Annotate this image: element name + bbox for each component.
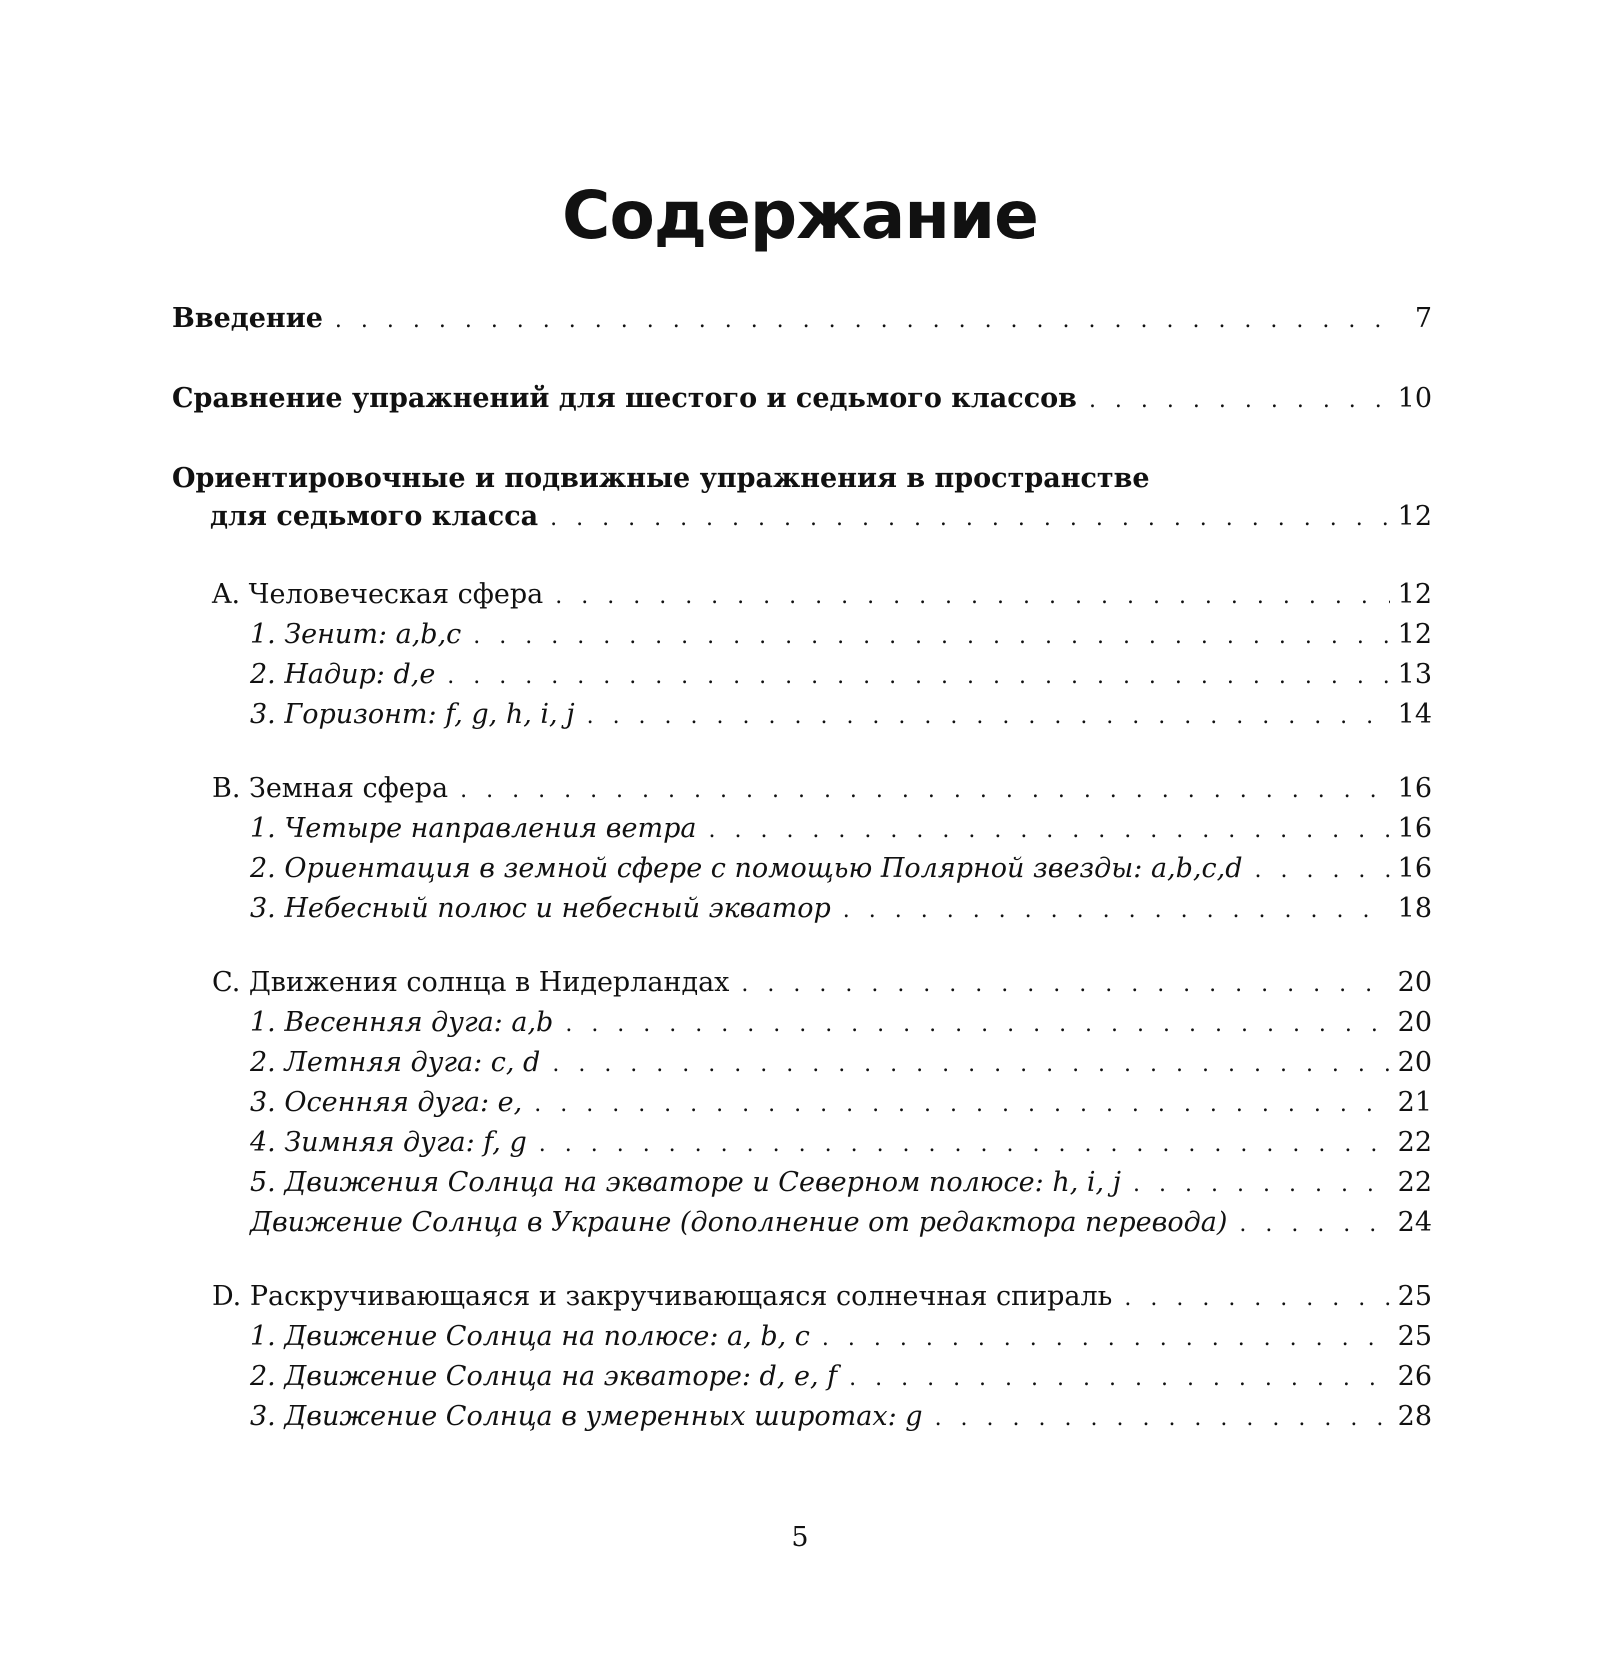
toc-item-page: 22 <box>1397 1127 1432 1158</box>
dot-leader <box>587 698 1390 736</box>
dot-leader <box>843 892 1390 930</box>
toc-item-label: 1. Движение Солнца на полюсе: a, b, c <box>250 1321 810 1352</box>
dot-leader <box>552 1046 1390 1084</box>
toc-item[interactable] <box>172 1358 1432 1398</box>
toc-section-label: A. Человеческая сфера <box>212 579 544 610</box>
toc-item-page: 16 <box>1397 813 1432 844</box>
dot-leader <box>1089 382 1390 420</box>
toc-item-page: 18 <box>1397 893 1432 924</box>
toc-item-label: 3. Небесный полюс и небесный экватор <box>250 893 831 924</box>
toc-item[interactable] <box>172 1164 1432 1204</box>
dot-leader <box>935 1400 1390 1438</box>
toc-item[interactable] <box>172 616 1432 656</box>
toc-item-label: 5. Движения Солнца на экваторе и Северном полюсе: h, i, j <box>250 1167 1122 1198</box>
toc-item-page: 13 <box>1397 659 1432 690</box>
toc-item-page: 20 <box>1397 1047 1432 1078</box>
toc-section-a[interactable] <box>172 576 1432 616</box>
page-title: Содержание <box>562 177 1038 254</box>
toc-entry-page: 12 <box>1397 501 1432 532</box>
toc-item[interactable] <box>172 1004 1432 1044</box>
toc-item-page: 21 <box>1397 1087 1432 1118</box>
toc-item[interactable] <box>172 696 1432 736</box>
toc-item-label: 3. Осенняя дуга: e, <box>250 1087 523 1118</box>
toc-item-label: 1. Зенит: a,b,c <box>250 619 462 650</box>
toc-item-page: 28 <box>1397 1401 1432 1432</box>
toc-item[interactable] <box>172 1084 1432 1124</box>
toc-item-page: 25 <box>1397 1321 1432 1352</box>
toc-entry-page: 7 <box>1414 303 1432 334</box>
toc-entry-label: Сравнение упражнений для шестого и седьмого классов <box>172 383 1077 414</box>
toc-item[interactable] <box>172 1124 1432 1164</box>
toc-section-c[interactable] <box>172 964 1432 1004</box>
toc-section-page: 16 <box>1397 773 1432 804</box>
toc-item[interactable] <box>172 1398 1432 1438</box>
toc-section-page: 25 <box>1397 1281 1432 1312</box>
toc-item-page: 22 <box>1397 1167 1432 1198</box>
dot-leader <box>539 1126 1390 1164</box>
toc-entry-comparison[interactable] <box>172 380 1432 420</box>
dot-leader <box>741 966 1390 1004</box>
toc-section-label: D. Раскручивающаяся и закручивающаяся солнечная спираль <box>212 1281 1113 1312</box>
toc-section-label: C. Движения солнца в Нидерландах <box>212 967 730 998</box>
toc-entry-introduction[interactable] <box>172 300 1432 340</box>
toc-item-label: 2. Движение Солнца на экваторе: d, e, f <box>250 1361 838 1392</box>
dot-leader <box>534 1086 1390 1124</box>
toc-item[interactable] <box>172 890 1432 930</box>
table-of-contents <box>172 300 1432 1438</box>
toc-item-label: 2. Надир: d,e <box>250 659 436 690</box>
dot-leader <box>447 658 1390 696</box>
dot-leader <box>1254 852 1390 890</box>
toc-item-label: 3. Движение Солнца в умеренных широтах: g <box>250 1401 923 1432</box>
dot-leader <box>550 500 1390 538</box>
toc-item[interactable] <box>172 1318 1432 1358</box>
toc-item-page: 20 <box>1397 1007 1432 1038</box>
dot-leader <box>1133 1166 1390 1204</box>
toc-section-b[interactable] <box>172 770 1432 810</box>
toc-item-label: 3. Горизонт: f, g, h, i, j <box>250 699 575 730</box>
page-number: 5 <box>791 1522 809 1553</box>
dot-leader <box>822 1320 1390 1358</box>
toc-item[interactable] <box>172 1204 1432 1244</box>
dot-leader <box>708 812 1390 850</box>
toc-item-label: 4. Зимняя дуга: f, g <box>250 1127 527 1158</box>
toc-entry-orientation-exercises[interactable] <box>172 460 1432 538</box>
toc-item-label: 2. Летняя дуга: c, d <box>250 1047 541 1078</box>
dot-leader <box>849 1360 1390 1398</box>
dot-leader <box>555 578 1390 616</box>
toc-item-label: 1. Четыре направления ветра <box>250 813 697 844</box>
dot-leader <box>565 1006 1390 1044</box>
toc-item-page: 12 <box>1397 619 1432 650</box>
toc-item-label: 2. Ориентация в земной сфере с помощью Полярной звезды: a,b,c,d <box>250 853 1243 884</box>
toc-item-page: 26 <box>1397 1361 1432 1392</box>
dot-leader <box>473 618 1390 656</box>
dot-leader <box>460 772 1390 810</box>
dot-leader <box>1239 1206 1390 1244</box>
toc-item[interactable] <box>172 1044 1432 1084</box>
toc-entry-page: 10 <box>1397 383 1432 414</box>
toc-item-label: Движение Солнца в Украине (дополнение от редактора перевода) <box>250 1207 1228 1238</box>
toc-item-page: 24 <box>1397 1207 1432 1238</box>
toc-entry-label-line2: для седьмого класса <box>210 501 539 532</box>
toc-section-page: 12 <box>1397 579 1432 610</box>
toc-section-page: 20 <box>1397 967 1432 998</box>
toc-item[interactable] <box>172 656 1432 696</box>
toc-entry-label: Введение <box>172 303 323 334</box>
toc-item-page: 14 <box>1397 699 1432 730</box>
toc-entry-label-line1: Ориентировочные и подвижные упражнения в пространстве <box>172 463 1150 494</box>
toc-section-label: B. Земная сфера <box>212 773 449 804</box>
toc-item-page: 16 <box>1397 853 1432 884</box>
toc-item[interactable] <box>172 850 1432 890</box>
dot-leader <box>1124 1280 1390 1318</box>
toc-item[interactable] <box>172 810 1432 850</box>
toc-item-label: 1. Весенняя дуга: a,b <box>250 1007 554 1038</box>
dot-leader <box>335 302 1390 340</box>
toc-section-d[interactable] <box>172 1278 1432 1318</box>
